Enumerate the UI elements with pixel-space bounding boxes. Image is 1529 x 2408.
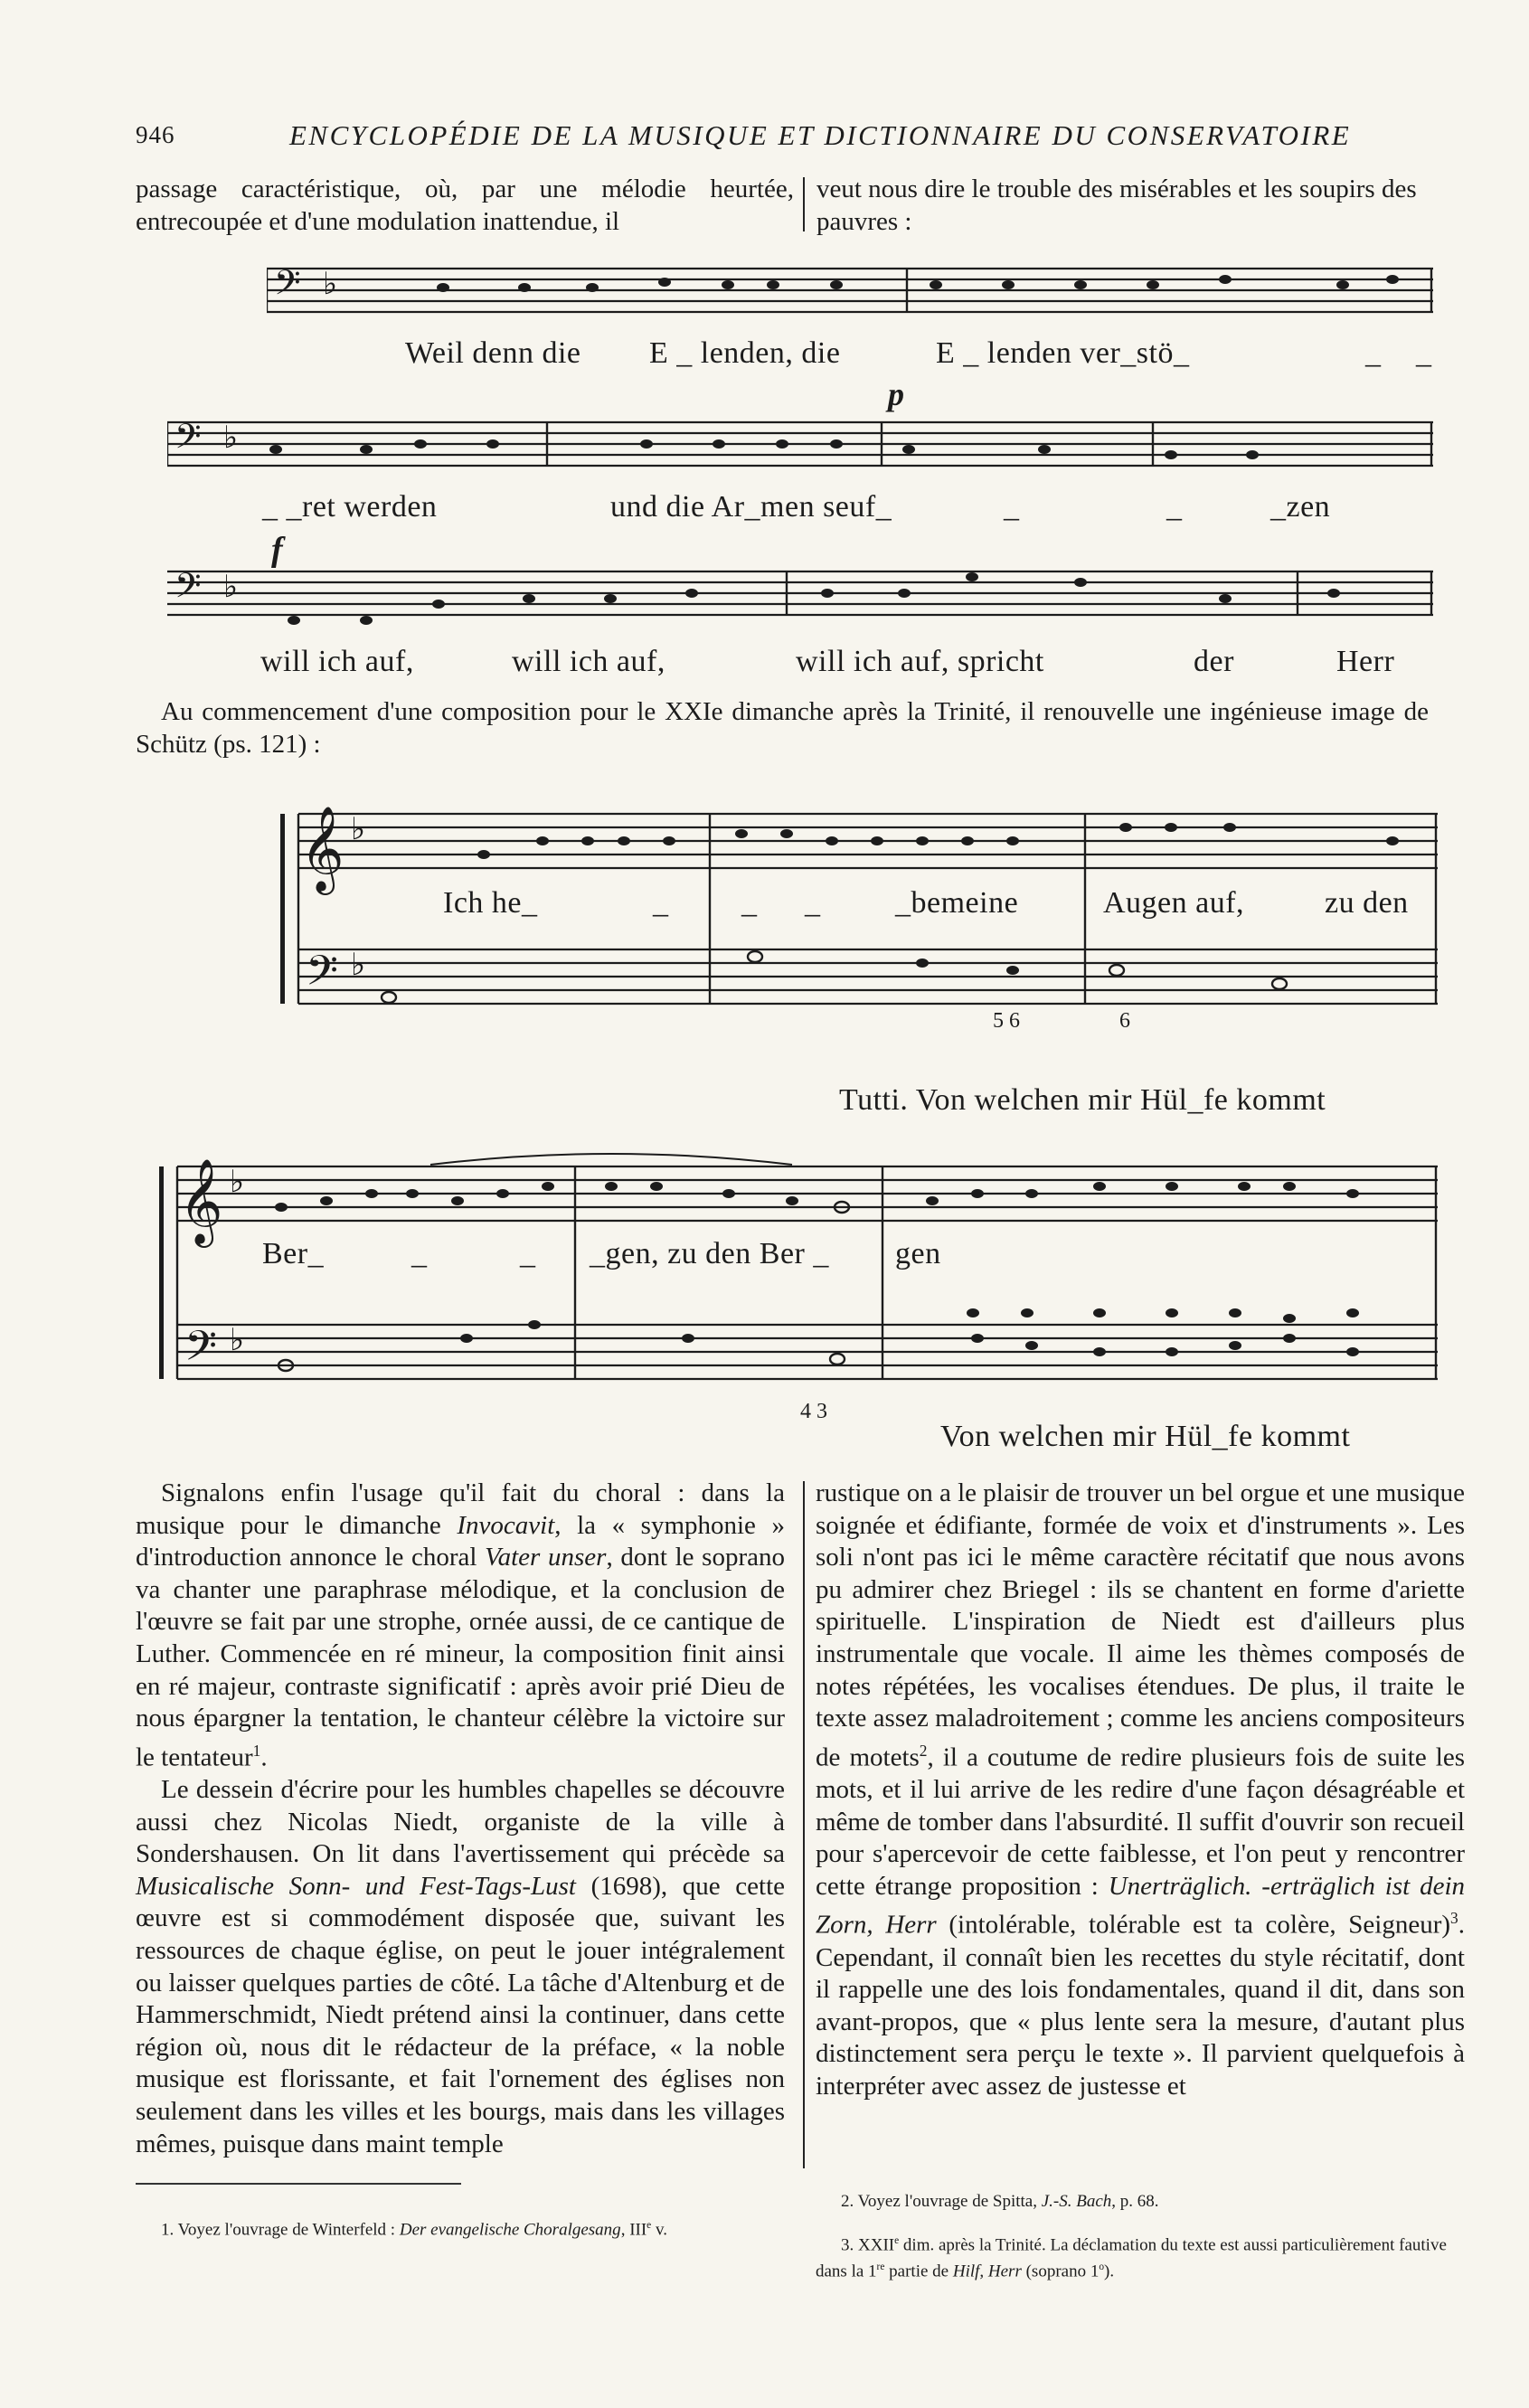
body-right-p0-run-0: rustique on a le plaisir de trouver un bel orgue et une musique soignée et édifiante, formée de voix et d'instruments ». Les soli n'ont pas ici le même caractère récitatif que nous avons pu admirer chez Briegel : ils se chantent en forme d'ariette spirituelle. L'inspiration de Niedt est d'ailleurs plus instrumentale que vocale. Il aime les thèmes composés de notes répétées, les vocalises étendues. De plus, il traite le texte assez maladroitement ; comme les anciens compositeurs de motets	[816, 1478, 1465, 1772]
svg-text:𝄢: 𝄢	[184, 1322, 218, 1381]
footnote-right-p1-run-3: re	[876, 2262, 885, 2273]
footnote-right-p1-run-0: 3. XXII	[841, 2235, 895, 2255]
ex2-figure-1: 5 6	[993, 1009, 1020, 1033]
body-left-column	[136, 1478, 785, 2160]
svg-text:♭: ♭	[351, 949, 366, 982]
ex1-dynamic-f: f	[271, 531, 284, 569]
paragraph-mid	[136, 696, 1429, 760]
ex3-upper-lyric-4: _gen, zu den Ber _	[590, 1237, 829, 1270]
ex2-lyric-2: _	[653, 886, 669, 920]
body-right-p0-run-4: (intolérable, tolérable est ta colère, Seigneur)	[936, 1911, 1451, 1941]
ex2-lyric-6: Augen auf,	[1103, 886, 1245, 920]
footnote-left-paragraph-0	[136, 2214, 785, 2241]
footnote-right-p1-run-6: (soprano 1	[1021, 2262, 1100, 2281]
intro-left-column	[136, 174, 794, 238]
footnote-right-p1-run-2: dim. après la Trinité. La déclamation du texte est aussi particulièrement fautive dans la 1	[816, 2235, 1447, 2281]
ex2-figure-2: 6	[1119, 1009, 1130, 1033]
footnote-right-p1-run-5: Hilf, Herr	[952, 2262, 1022, 2281]
footnote-left-p0-run-2: , III	[620, 2220, 647, 2240]
column-divider-top	[803, 177, 805, 231]
svg-text:♭: ♭	[230, 1324, 245, 1357]
ex3-upper-lyric-3: _	[520, 1237, 536, 1270]
svg-text:♭: ♭	[223, 421, 239, 455]
ex3-upper-lyric-1: Ber_	[262, 1237, 325, 1270]
body-left-p0-run-2: , la « symphonie » d'introduction annonce le choral	[136, 1510, 785, 1572]
intro-left-text: passage caractéristique, où, par une mélodie heurtée, entrecoupée et d'une modulation inattendue, il	[136, 175, 794, 236]
paragraph-mid-text: Au commencement d'une composition pour le XXIe dimanche après la Trinité, il renouvelle une ingénieuse image de Schütz (ps. 121) :	[136, 697, 1429, 759]
intro-right-text: veut nous dire le trouble des misérables et les soupirs des pauvres :	[816, 175, 1417, 236]
ex1-line2-lyric-1: _ _ret werden	[262, 490, 438, 524]
ex1-line2-lyric-2: und die Ar_men seuf_	[610, 490, 892, 524]
ex2-lyric-5: _bemeine	[895, 886, 1019, 920]
ex2-lyric-4: _	[805, 886, 821, 920]
svg-text:𝄢: 𝄢	[274, 262, 301, 311]
ex1-line3-lyric-1: will ich auf,	[260, 645, 414, 678]
body-right-p0-run-1: 2	[919, 1741, 928, 1760]
footnote-rule-left	[136, 2183, 461, 2185]
intro-right-column	[816, 174, 1468, 238]
ex1-line1-lyric-1: Weil denn die	[405, 336, 581, 370]
ex1-line1-lyric-5: _	[1416, 336, 1432, 370]
svg-text:𝄞: 𝄞	[179, 1158, 223, 1244]
body-left-p0-run-3: Vater unser	[485, 1543, 607, 1572]
footnote-right-p1-run-4: partie de	[884, 2262, 953, 2281]
ex2-lyric-7: zu den	[1325, 886, 1409, 920]
ex1-line3-lyric-5: Herr	[1336, 645, 1395, 678]
ex1-line1-lyric-3: E _ lenden ver_stö_	[936, 336, 1190, 370]
footnote-right-p1-run-8: ).	[1104, 2262, 1115, 2281]
body-left-p0-run-4: , dont le soprano va chanter une paraphrase mélodique, et la conclusion de l'œuvre se fait par une strophe, ornée aussi, de ce cantique de Luther. Commencée en ré mineur, la composition finit ainsi en ré majeur, contraste significatif : après avoir prié Dieu de nous épargner la tentation, le chanteur célèbre la victoire sur le tentateur	[136, 1543, 785, 1772]
staff-ex1-line1	[267, 258, 1433, 330]
footnotes-right	[816, 2174, 1465, 2300]
body-right-p0-run-3: Unerträglich. -erträglich ist dein Zorn, Herr	[816, 1871, 1466, 1941]
ex2-lyric-3: _	[741, 886, 758, 920]
ex3-upper-lyric-5: gen	[895, 1237, 941, 1270]
ex2-lyric-1: Ich he_	[443, 886, 538, 920]
footnote-right-paragraph-0	[816, 2191, 1465, 2213]
body-left-p0-run-0: Signalons enfin l'usage qu'il fait du choral : dans la musique pour le dimanche	[136, 1478, 785, 1540]
body-left-p1-run-2: (1698), que cette œuvre est si commodément disposée que, suivant les ressources de chaque église, on peut le jouer intégralement ou laisser quelques parties de côté. La tâche d'Altenburg et de Hammerschmidt, Niedt prétend ainsi la continuer, dans cette région où, nous dit le rédacteur de la préface, « la noble musique est florissante, et fait l'ornement des églises non seulement dans les villes et les bourgs, mais dans les villages mêmes, puisque dans maint temple	[136, 1871, 785, 2158]
body-right-p0-run-2: , il a coutume de redire plusieurs fois de suite les mots, et il lui arrive de les redire d'une façon désagréable et même de tomber dans l'absurdité. Il suffit d'ouvrir son recueil pour s'apercevoir de cette faiblesse, et l'on peut y rencontrer cette étrange proposition :	[816, 1742, 1466, 1901]
staff-ex1-line2	[167, 411, 1433, 484]
footnote-right-p0-run-0: 2. Voyez l'ouvrage de Spitta,	[841, 2192, 1042, 2211]
footnote-right-p0-run-2: , p. 68.	[1111, 2192, 1159, 2211]
ex1-line2-lyric-5: _zen	[1270, 490, 1331, 524]
column-divider-body	[803, 1481, 805, 2168]
body-left-paragraph-1	[136, 1774, 785, 2160]
footnote-right-paragraph-1	[816, 2230, 1465, 2283]
ex1-line3-lyric-4: der	[1194, 645, 1234, 678]
ex1-line1-lyric-2: E _ lenden, die	[649, 336, 841, 370]
staff-ex1-line3	[167, 561, 1433, 633]
ex3-figure: 4 3	[800, 1400, 827, 1423]
page-number: 946	[136, 121, 175, 148]
body-left-p1-run-1: Musicalische Sonn- und Fest-Tags-Lust	[136, 1871, 576, 1901]
body-left-paragraph-0	[136, 1478, 785, 1774]
svg-text:♭: ♭	[323, 268, 338, 301]
ex1-dynamic-p: p	[888, 376, 905, 412]
page-header-title: ENCYCLOPÉDIE DE LA MUSIQUE ET DICTIONNAIRE DU CONSERVATOIRE	[289, 119, 1352, 151]
footnote-right-p1-run-1: e	[894, 2235, 900, 2246]
body-left-p0-run-6: .	[260, 1742, 268, 1772]
body-right-p0-run-5: 3	[1450, 1909, 1458, 1928]
footnote-right-p1-run-7: o	[1099, 2262, 1105, 2273]
footnote-left-p0-run-4: v.	[651, 2220, 668, 2240]
ex3-tutti-lyric: Tutti. Von welchen mir Hül_fe kommt	[839, 1083, 1326, 1117]
footnote-right-p0-run-1: J.-S. Bach	[1041, 2192, 1112, 2211]
footnotes-left	[136, 2197, 785, 2258]
svg-text:♭: ♭	[351, 813, 366, 846]
body-left-p1-run-0: Le dessein d'écrire pour les humbles chapelles se découvre aussi chez Nicolas Niedt, organiste de la ville à Sondershausen. On lit dans l'avertissement qui précède sa	[136, 1775, 785, 1869]
ex1-line2-lyric-4: _	[1166, 490, 1183, 524]
svg-text:♭: ♭	[223, 571, 239, 604]
svg-text:𝄢: 𝄢	[306, 947, 339, 1006]
body-right-paragraph-0	[816, 1478, 1465, 2103]
staff-ex3-system	[159, 1148, 1438, 1411]
svg-text:𝄞: 𝄞	[300, 806, 344, 892]
ex1-line3-lyric-3: will ich auf, spricht	[796, 645, 1044, 678]
svg-text:♭: ♭	[230, 1166, 245, 1199]
footnote-left-p0-run-0: 1. Voyez l'ouvrage de Winterfeld :	[161, 2220, 400, 2240]
body-right-column	[816, 1478, 1465, 2103]
ex1-line3-lyric-2: will ich auf,	[512, 645, 665, 678]
body-left-p0-run-1: Invocavit	[457, 1510, 555, 1540]
ex3-bass-lyric: Von welchen mir Hül_fe kommt	[940, 1420, 1351, 1453]
body-right-p0-run-6: . Cependant, il connaît bien les recettes du style récitatif, dont il rappelle une des lois fondamentales, quand il dit, dans son avant-propos, que « plus lente sera la mesure, d'autant plus distinctement sera perçu le texte ». Il parvient quelquefois à interpréter avec assez de justesse et	[816, 1911, 1465, 2101]
svg-text:𝄢: 𝄢	[175, 416, 202, 465]
ex3-upper-lyric-2: _	[411, 1237, 428, 1270]
body-left-p0-run-5: 1	[252, 1741, 261, 1760]
running-head	[136, 116, 1438, 156]
footnote-left-p0-run-1: Der evangelische Choralgesang	[399, 2220, 621, 2240]
footnote-left-p0-run-3: e	[647, 2220, 652, 2231]
ex1-line2-lyric-3: _	[1004, 490, 1020, 524]
svg-text:𝄢: 𝄢	[175, 565, 202, 614]
ex1-line1-lyric-4: _	[1365, 336, 1382, 370]
